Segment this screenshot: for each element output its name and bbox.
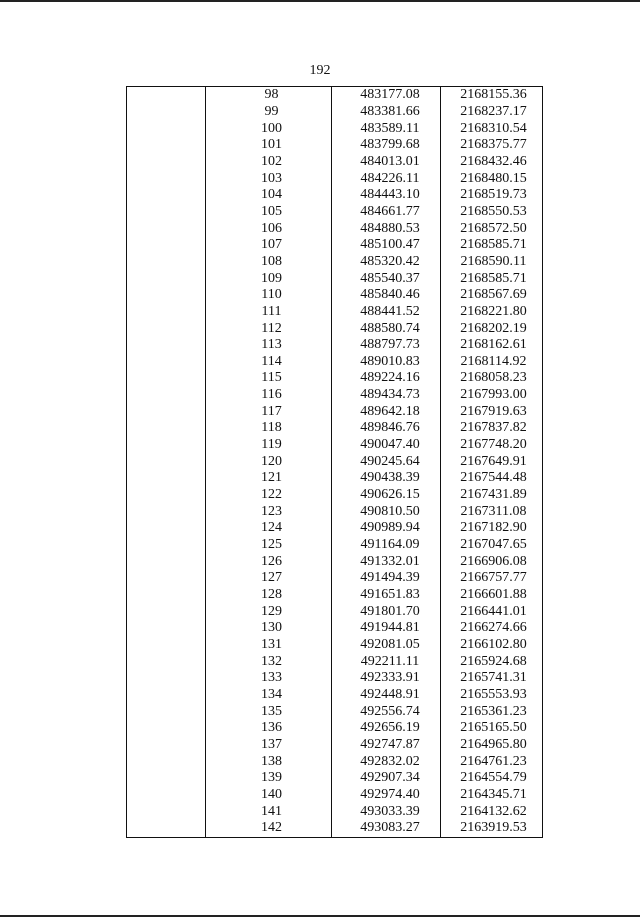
x-coordinate-cell: 485100.47 bbox=[332, 237, 441, 254]
y-coordinate-cell: 2168432.46 bbox=[441, 154, 543, 171]
x-coordinate-cell: 483589.11 bbox=[332, 120, 441, 137]
point-number-cell: 100 bbox=[206, 120, 332, 137]
empty-cell bbox=[127, 437, 206, 454]
y-coordinate-cell: 2168567.69 bbox=[441, 287, 543, 304]
empty-cell bbox=[127, 637, 206, 654]
point-number-cell: 111 bbox=[206, 304, 332, 321]
x-coordinate-cell: 484443.10 bbox=[332, 187, 441, 204]
table-row bbox=[127, 770, 543, 787]
empty-cell bbox=[127, 403, 206, 420]
table-row bbox=[127, 204, 543, 221]
table-row bbox=[127, 520, 543, 537]
empty-cell bbox=[127, 237, 206, 254]
empty-cell bbox=[127, 687, 206, 704]
point-number-cell: 138 bbox=[206, 753, 332, 770]
table-row bbox=[127, 653, 543, 670]
y-coordinate-cell: 2164132.62 bbox=[441, 803, 543, 820]
empty-cell bbox=[127, 470, 206, 487]
x-coordinate-cell: 492448.91 bbox=[332, 687, 441, 704]
page-number: 192 bbox=[309, 63, 331, 78]
table-row bbox=[127, 270, 543, 287]
x-coordinate-cell: 488797.73 bbox=[332, 337, 441, 354]
table-row bbox=[127, 420, 543, 437]
y-coordinate-cell: 2165165.50 bbox=[441, 720, 543, 737]
y-coordinate-cell: 2168162.61 bbox=[441, 337, 543, 354]
empty-cell bbox=[127, 254, 206, 271]
y-coordinate-cell: 2166102.80 bbox=[441, 637, 543, 654]
y-coordinate-cell: 2166906.08 bbox=[441, 553, 543, 570]
x-coordinate-cell: 491944.81 bbox=[332, 620, 441, 637]
table-row bbox=[127, 820, 543, 837]
point-number-cell: 140 bbox=[206, 787, 332, 804]
page-top-edge bbox=[0, 0, 640, 2]
point-number-cell: 118 bbox=[206, 420, 332, 437]
y-coordinate-cell: 2163919.53 bbox=[441, 820, 543, 837]
empty-cell bbox=[127, 770, 206, 787]
table-row bbox=[127, 154, 543, 171]
point-number-cell: 135 bbox=[206, 703, 332, 720]
x-coordinate-cell: 493083.27 bbox=[332, 820, 441, 837]
table-row bbox=[127, 287, 543, 304]
table-row bbox=[127, 254, 543, 271]
point-number-cell: 107 bbox=[206, 237, 332, 254]
empty-cell bbox=[127, 803, 206, 820]
empty-cell bbox=[127, 753, 206, 770]
x-coordinate-cell: 492974.40 bbox=[332, 787, 441, 804]
point-number-cell: 105 bbox=[206, 204, 332, 221]
point-number-cell: 127 bbox=[206, 570, 332, 587]
table-row bbox=[127, 170, 543, 187]
x-coordinate-cell: 490626.15 bbox=[332, 487, 441, 504]
point-number-cell: 128 bbox=[206, 587, 332, 604]
empty-cell bbox=[127, 187, 206, 204]
empty-cell bbox=[127, 287, 206, 304]
y-coordinate-cell: 2168519.73 bbox=[441, 187, 543, 204]
y-coordinate-cell: 2165361.23 bbox=[441, 703, 543, 720]
table-row bbox=[127, 670, 543, 687]
x-coordinate-cell: 485320.42 bbox=[332, 254, 441, 271]
x-coordinate-cell: 492556.74 bbox=[332, 703, 441, 720]
y-coordinate-cell: 2168590.11 bbox=[441, 254, 543, 271]
table-row bbox=[127, 787, 543, 804]
empty-cell bbox=[127, 304, 206, 321]
table-row bbox=[127, 637, 543, 654]
table-row bbox=[127, 187, 543, 204]
y-coordinate-cell: 2166274.66 bbox=[441, 620, 543, 637]
empty-cell bbox=[127, 653, 206, 670]
x-coordinate-cell: 491164.09 bbox=[332, 537, 441, 554]
table-row bbox=[127, 553, 543, 570]
y-coordinate-cell: 2167649.91 bbox=[441, 453, 543, 470]
y-coordinate-cell: 2167544.48 bbox=[441, 470, 543, 487]
empty-cell bbox=[127, 503, 206, 520]
x-coordinate-cell: 483177.08 bbox=[332, 87, 441, 104]
table-row bbox=[127, 703, 543, 720]
point-number-cell: 104 bbox=[206, 187, 332, 204]
table-row bbox=[127, 620, 543, 637]
empty-cell bbox=[127, 104, 206, 121]
table-row bbox=[127, 603, 543, 620]
y-coordinate-cell: 2167182.90 bbox=[441, 520, 543, 537]
empty-cell bbox=[127, 720, 206, 737]
point-number-cell: 142 bbox=[206, 820, 332, 837]
y-coordinate-cell: 2165741.31 bbox=[441, 670, 543, 687]
empty-cell bbox=[127, 570, 206, 587]
table-row bbox=[127, 537, 543, 554]
point-number-cell: 137 bbox=[206, 737, 332, 754]
point-number-cell: 115 bbox=[206, 370, 332, 387]
x-coordinate-cell: 488580.74 bbox=[332, 320, 441, 337]
empty-cell bbox=[127, 120, 206, 137]
empty-cell bbox=[127, 453, 206, 470]
y-coordinate-cell: 2168114.92 bbox=[441, 354, 543, 371]
table-row bbox=[127, 803, 543, 820]
table-row bbox=[127, 453, 543, 470]
table-row bbox=[127, 570, 543, 587]
coordinates-table-body bbox=[127, 87, 543, 838]
point-number-cell: 141 bbox=[206, 803, 332, 820]
point-number-cell: 113 bbox=[206, 337, 332, 354]
table-row bbox=[127, 687, 543, 704]
y-coordinate-cell: 2168310.54 bbox=[441, 120, 543, 137]
y-coordinate-cell: 2168480.15 bbox=[441, 170, 543, 187]
y-coordinate-cell: 2164345.71 bbox=[441, 787, 543, 804]
x-coordinate-cell: 484880.53 bbox=[332, 220, 441, 237]
empty-cell bbox=[127, 553, 206, 570]
x-coordinate-cell: 485840.46 bbox=[332, 287, 441, 304]
x-coordinate-cell: 492907.34 bbox=[332, 770, 441, 787]
empty-cell bbox=[127, 387, 206, 404]
y-coordinate-cell: 2165924.68 bbox=[441, 653, 543, 670]
empty-cell bbox=[127, 337, 206, 354]
point-number-cell: 117 bbox=[206, 403, 332, 420]
point-number-cell: 129 bbox=[206, 603, 332, 620]
table-row bbox=[127, 587, 543, 604]
x-coordinate-cell: 492333.91 bbox=[332, 670, 441, 687]
y-coordinate-cell: 2168202.19 bbox=[441, 320, 543, 337]
point-number-cell: 132 bbox=[206, 653, 332, 670]
x-coordinate-cell: 484226.11 bbox=[332, 170, 441, 187]
empty-cell bbox=[127, 354, 206, 371]
point-number-cell: 116 bbox=[206, 387, 332, 404]
x-coordinate-cell: 489224.16 bbox=[332, 370, 441, 387]
empty-cell bbox=[127, 703, 206, 720]
y-coordinate-cell: 2168585.71 bbox=[441, 237, 543, 254]
y-coordinate-cell: 2168237.17 bbox=[441, 104, 543, 121]
empty-cell bbox=[127, 670, 206, 687]
empty-cell bbox=[127, 737, 206, 754]
table-row bbox=[127, 753, 543, 770]
y-coordinate-cell: 2165553.93 bbox=[441, 687, 543, 704]
y-coordinate-cell: 2166757.77 bbox=[441, 570, 543, 587]
point-number-cell: 124 bbox=[206, 520, 332, 537]
point-number-cell: 102 bbox=[206, 154, 332, 171]
y-coordinate-cell: 2168550.53 bbox=[441, 204, 543, 221]
point-number-cell: 123 bbox=[206, 503, 332, 520]
point-number-cell: 99 bbox=[206, 104, 332, 121]
empty-cell bbox=[127, 220, 206, 237]
table-row bbox=[127, 487, 543, 504]
y-coordinate-cell: 2167431.89 bbox=[441, 487, 543, 504]
empty-cell bbox=[127, 603, 206, 620]
table-row bbox=[127, 320, 543, 337]
point-number-cell: 110 bbox=[206, 287, 332, 304]
x-coordinate-cell: 492211.11 bbox=[332, 653, 441, 670]
table-row bbox=[127, 403, 543, 420]
table-row bbox=[127, 137, 543, 154]
x-coordinate-cell: 492832.02 bbox=[332, 753, 441, 770]
point-number-cell: 133 bbox=[206, 670, 332, 687]
empty-cell bbox=[127, 320, 206, 337]
x-coordinate-cell: 492747.87 bbox=[332, 737, 441, 754]
y-coordinate-cell: 2166601.88 bbox=[441, 587, 543, 604]
point-number-cell: 120 bbox=[206, 453, 332, 470]
x-coordinate-cell: 489846.76 bbox=[332, 420, 441, 437]
point-number-cell: 109 bbox=[206, 270, 332, 287]
empty-cell bbox=[127, 420, 206, 437]
x-coordinate-cell: 483381.66 bbox=[332, 104, 441, 121]
point-number-cell: 112 bbox=[206, 320, 332, 337]
table-row bbox=[127, 304, 543, 321]
point-number-cell: 114 bbox=[206, 354, 332, 371]
x-coordinate-cell: 491651.83 bbox=[332, 587, 441, 604]
empty-cell bbox=[127, 487, 206, 504]
y-coordinate-cell: 2168221.80 bbox=[441, 304, 543, 321]
y-coordinate-cell: 2166441.01 bbox=[441, 603, 543, 620]
y-coordinate-cell: 2167837.82 bbox=[441, 420, 543, 437]
x-coordinate-cell: 485540.37 bbox=[332, 270, 441, 287]
x-coordinate-cell: 489434.73 bbox=[332, 387, 441, 404]
empty-cell bbox=[127, 820, 206, 837]
empty-cell bbox=[127, 620, 206, 637]
x-coordinate-cell: 489642.18 bbox=[332, 403, 441, 420]
x-coordinate-cell: 488441.52 bbox=[332, 304, 441, 321]
table-row bbox=[127, 354, 543, 371]
y-coordinate-cell: 2164965.80 bbox=[441, 737, 543, 754]
empty-cell bbox=[127, 370, 206, 387]
table-row bbox=[127, 737, 543, 754]
table-row bbox=[127, 104, 543, 121]
empty-cell bbox=[127, 154, 206, 171]
y-coordinate-cell: 2168585.71 bbox=[441, 270, 543, 287]
point-number-cell: 108 bbox=[206, 254, 332, 271]
x-coordinate-cell: 489010.83 bbox=[332, 354, 441, 371]
point-number-cell: 121 bbox=[206, 470, 332, 487]
point-number-cell: 122 bbox=[206, 487, 332, 504]
point-number-cell: 106 bbox=[206, 220, 332, 237]
x-coordinate-cell: 490047.40 bbox=[332, 437, 441, 454]
y-coordinate-cell: 2167047.65 bbox=[441, 537, 543, 554]
point-number-cell: 119 bbox=[206, 437, 332, 454]
x-coordinate-cell: 492081.05 bbox=[332, 637, 441, 654]
table-row bbox=[127, 237, 543, 254]
x-coordinate-cell: 483799.68 bbox=[332, 137, 441, 154]
x-coordinate-cell: 491332.01 bbox=[332, 553, 441, 570]
x-coordinate-cell: 492656.19 bbox=[332, 720, 441, 737]
x-coordinate-cell: 490989.94 bbox=[332, 520, 441, 537]
y-coordinate-cell: 2164554.79 bbox=[441, 770, 543, 787]
y-coordinate-cell: 2168155.36 bbox=[441, 87, 543, 104]
y-coordinate-cell: 2167919.63 bbox=[441, 403, 543, 420]
point-number-cell: 126 bbox=[206, 553, 332, 570]
table-row bbox=[127, 120, 543, 137]
table-row bbox=[127, 470, 543, 487]
empty-cell bbox=[127, 520, 206, 537]
point-number-cell: 131 bbox=[206, 637, 332, 654]
empty-cell bbox=[127, 204, 206, 221]
point-number-cell: 98 bbox=[206, 87, 332, 104]
y-coordinate-cell: 2167993.00 bbox=[441, 387, 543, 404]
table-row bbox=[127, 87, 543, 104]
y-coordinate-cell: 2168058.23 bbox=[441, 370, 543, 387]
y-coordinate-cell: 2164761.23 bbox=[441, 753, 543, 770]
table-row bbox=[127, 503, 543, 520]
empty-cell bbox=[127, 170, 206, 187]
x-coordinate-cell: 490438.39 bbox=[332, 470, 441, 487]
empty-cell bbox=[127, 587, 206, 604]
x-coordinate-cell: 490245.64 bbox=[332, 453, 441, 470]
point-number-cell: 103 bbox=[206, 170, 332, 187]
empty-cell bbox=[127, 87, 206, 104]
x-coordinate-cell: 493033.39 bbox=[332, 803, 441, 820]
x-coordinate-cell: 491494.39 bbox=[332, 570, 441, 587]
table-row bbox=[127, 720, 543, 737]
table-row bbox=[127, 337, 543, 354]
empty-cell bbox=[127, 270, 206, 287]
y-coordinate-cell: 2168375.77 bbox=[441, 137, 543, 154]
empty-cell bbox=[127, 537, 206, 554]
point-number-cell: 130 bbox=[206, 620, 332, 637]
table-row bbox=[127, 220, 543, 237]
coordinates-table bbox=[126, 86, 543, 838]
x-coordinate-cell: 484013.01 bbox=[332, 154, 441, 171]
empty-cell bbox=[127, 137, 206, 154]
table-row bbox=[127, 387, 543, 404]
point-number-cell: 139 bbox=[206, 770, 332, 787]
y-coordinate-cell: 2167748.20 bbox=[441, 437, 543, 454]
x-coordinate-cell: 490810.50 bbox=[332, 503, 441, 520]
x-coordinate-cell: 484661.77 bbox=[332, 204, 441, 221]
empty-cell bbox=[127, 787, 206, 804]
table-row bbox=[127, 370, 543, 387]
y-coordinate-cell: 2168572.50 bbox=[441, 220, 543, 237]
point-number-cell: 134 bbox=[206, 687, 332, 704]
x-coordinate-cell: 491801.70 bbox=[332, 603, 441, 620]
point-number-cell: 136 bbox=[206, 720, 332, 737]
point-number-cell: 101 bbox=[206, 137, 332, 154]
point-number-cell: 125 bbox=[206, 537, 332, 554]
y-coordinate-cell: 2167311.08 bbox=[441, 503, 543, 520]
table-row bbox=[127, 437, 543, 454]
